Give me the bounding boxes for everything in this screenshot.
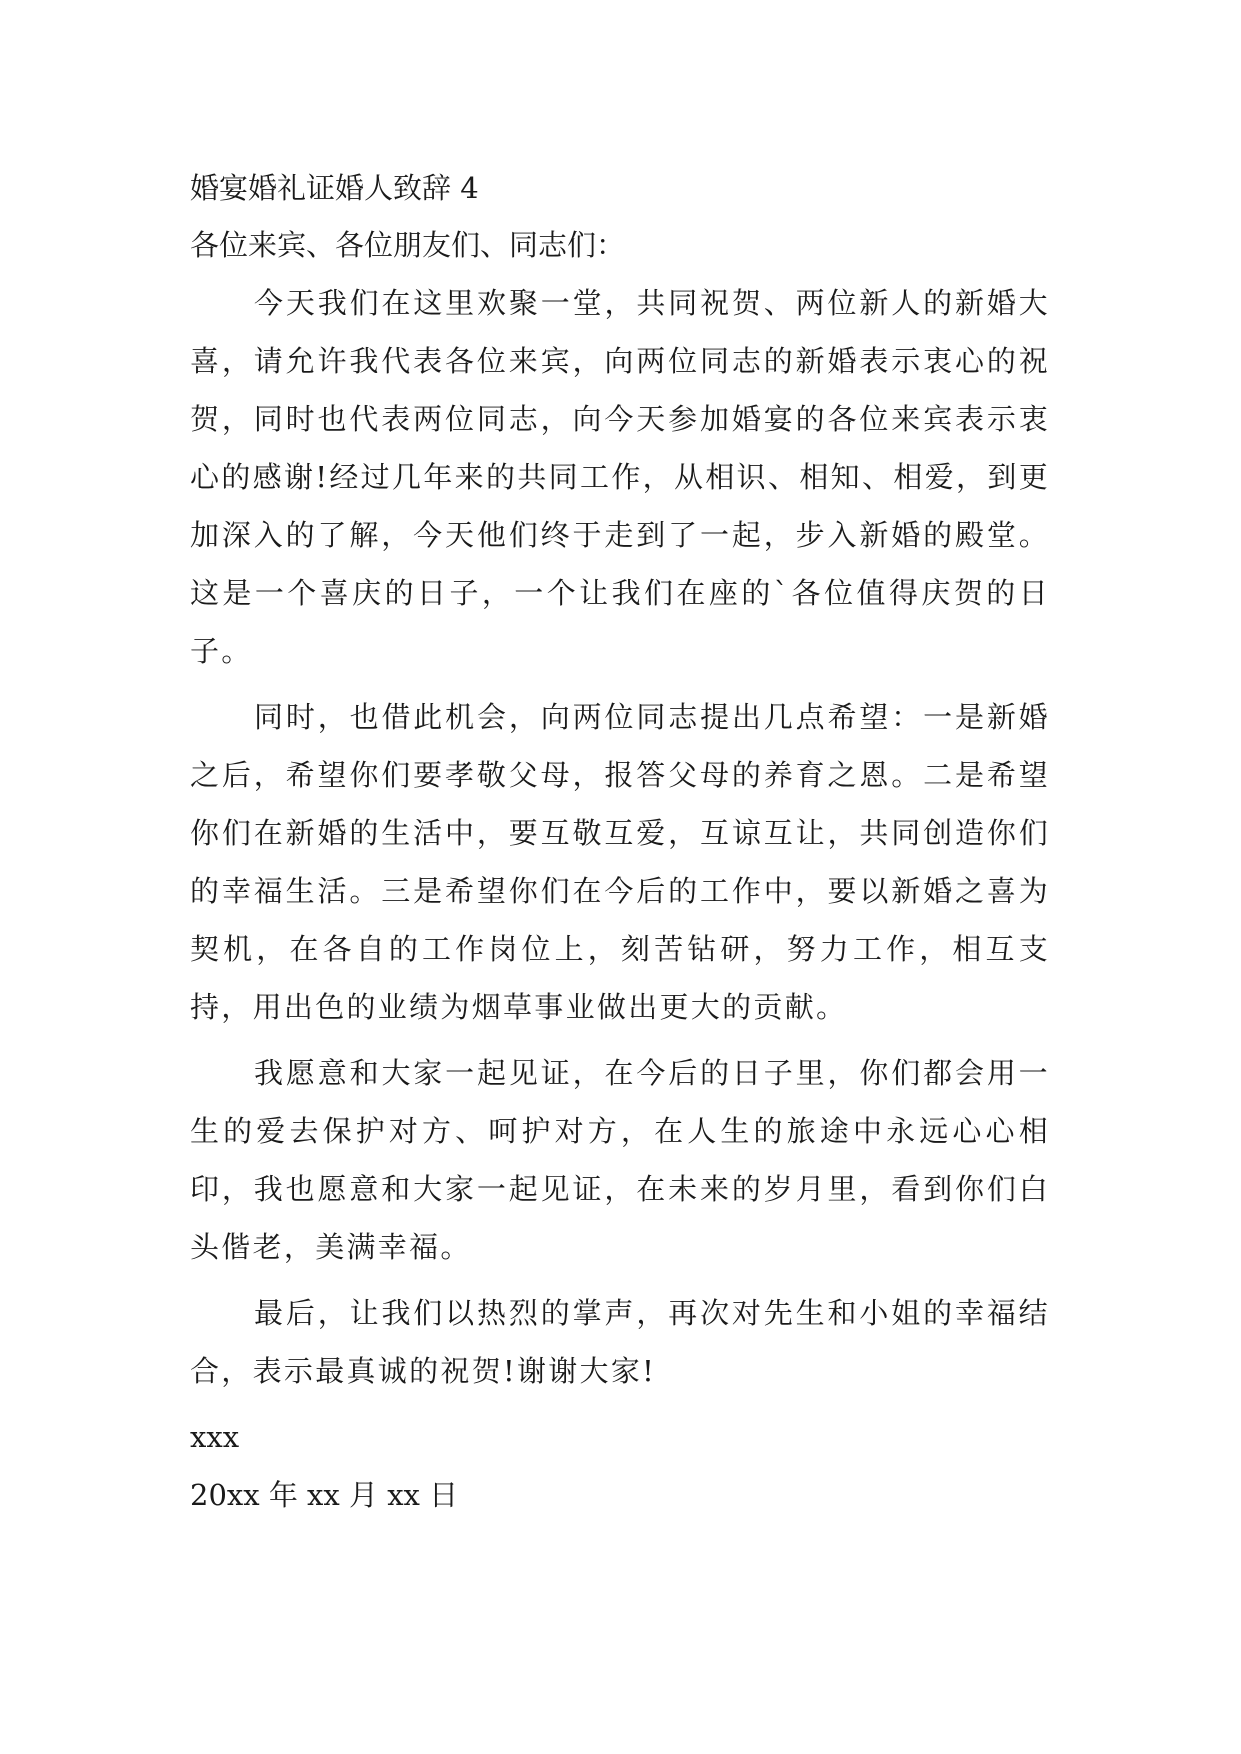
paragraph-1: 今天我们在这里欢聚一堂，共同祝贺、两位新人的新婚大喜，请允许我代表各位来宾，向两位同志的新婚表示衷心的祝贺，同时也代表两位同志，向今天参加婚宴的各位来宾表示衷心的感谢!经过几年来的共同工作，从相识、相知、相爱，到更加深入的了解，今天他们终于走到了一起，步入新婚的殿堂。这是一个喜庆的日子，一个让我们在座的`各位值得庆贺的日子。 <box>190 286 1050 668</box>
paragraph-2: 同时，也借此机会，向两位同志提出几点希望：一是新婚之后，希望你们要孝敬父母，报答父母的养育之恩。二是希望你们在新婚的生活中，要互敬互爱，互谅互让，共同创造你们的幸福生活。三是希望你们在今后的工作中，要以新婚之喜为契机，在各自的工作岗位上，刻苦钻研，努力工作，相互支持，用出色的业绩为烟草事业做出更大的贡献。 <box>190 700 1050 1024</box>
document-body <box>190 160 1050 1524</box>
salutation: 各位来宾、各位朋友们、同志们： <box>190 228 626 262</box>
paragraph-4: 最后，让我们以热烈的掌声，再次对先生和小姐的幸福结合，表示最真诚的祝贺!谢谢大家! <box>190 1296 1050 1388</box>
document-title: 婚宴婚礼证婚人致辞 4 <box>190 171 479 205</box>
paragraph-3: 我愿意和大家一起见证，在今后的日子里，你们都会用一生的爱去保护对方、呵护对方，在人生的旅途中永远心心相印，我也愿意和大家一起见证，在未来的岁月里，看到你们白头偕老，美满幸福。 <box>190 1056 1050 1264</box>
signer-name: xxx <box>190 1420 240 1454</box>
signature-date: 20xx 年 xx 月 xx 日 <box>190 1478 459 1512</box>
